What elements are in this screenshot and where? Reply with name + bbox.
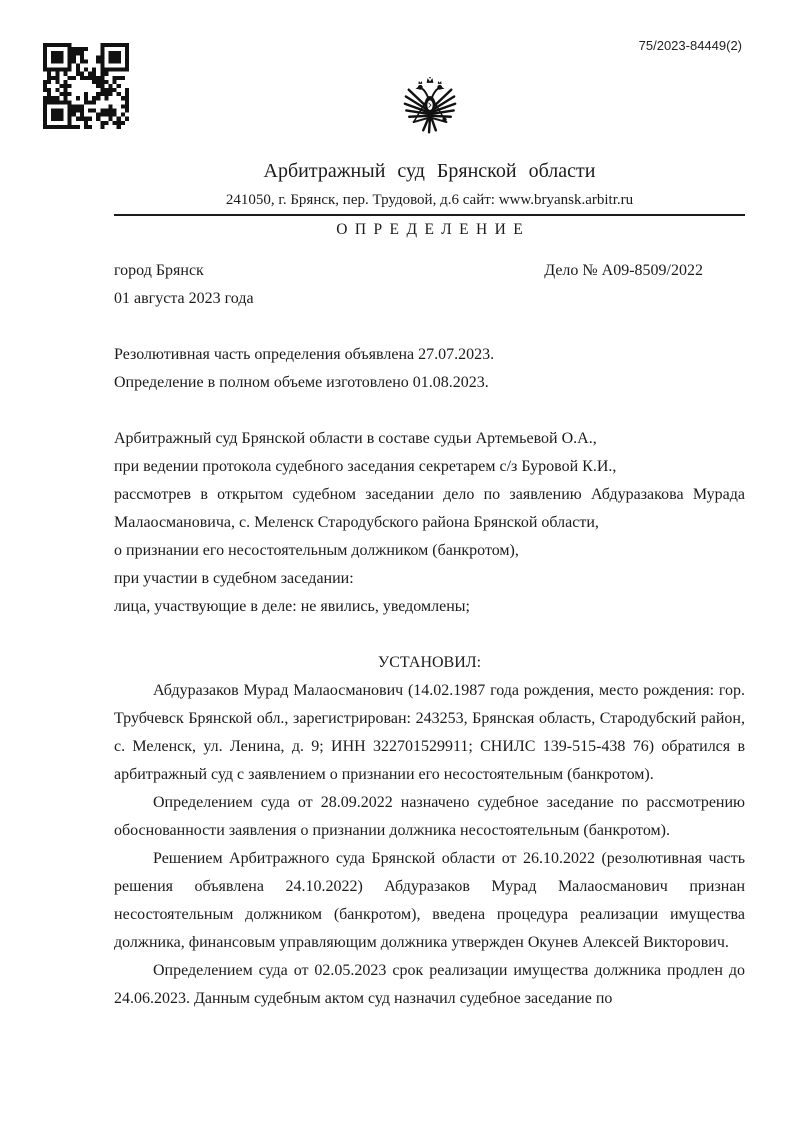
ruling-text <box>114 677 745 1013</box>
body-paragraph: Определением суда от 02.05.2023 срок реализации имущества должника продлен до 24.06.2023. Данным судебным актом суд назначил судебное заседание по <box>114 962 745 1007</box>
document-number: 75/2023-84449(2) <box>638 38 742 53</box>
ustanovil-heading: УСТАНОВИЛ: <box>377 654 482 671</box>
city-label: город Брянск <box>114 262 204 279</box>
preamble <box>114 425 745 621</box>
spacer <box>114 397 745 425</box>
case-meta-row <box>114 257 745 285</box>
preamble-line: рассмотрев в открытом судебном заседании дело по заявлению Абдуразакова Мурада Малаосмановича, с. Меленск Стародубского района Брянской области, <box>114 486 745 531</box>
spacer <box>114 621 745 649</box>
body-paragraph: Решением Арбитражного суда Брянской области от 26.10.2022 (резолютивная часть решения объявлена 24.10.2022) Абдуразаков Мурад Малаосманович признан несостоятельным должником (банкротом), введена процедура реализации имущества должника, финансовым управляющим должника утвержден Окунев Алексей Викторович. <box>114 850 745 951</box>
document-body <box>114 0 745 1013</box>
court-name: Арбитражный суд Брянской области <box>263 160 596 182</box>
document-date: 01 августа 2023 года <box>114 290 254 307</box>
preamble-line: о признании его несостоятельным должником (банкротом), <box>114 542 519 559</box>
resolutive-part-line: Резолютивная часть определения объявлена 27.07.2023. <box>114 346 495 363</box>
spacer <box>114 313 745 341</box>
coat-of-arms-icon <box>114 76 745 144</box>
full-text-line: Определение в полном объеме изготовлено 01.08.2023. <box>114 374 489 391</box>
court-address: 241050, г. Брянск, пер. Трудовой, д.6 сайт: www.bryansk.arbitr.ru <box>225 192 634 208</box>
body-paragraph: Определением суда от 28.09.2022 назначено судебное заседание по рассмотрению обоснованности заявления о признании должника несостоятельным (банкротом). <box>114 794 745 839</box>
header-divider <box>114 214 745 216</box>
preamble-line: при участии в судебном заседании: <box>114 570 354 587</box>
body-paragraph: Абдуразаков Мурад Малаосманович (14.02.1987 года рождения, место рождения: гор. Трубчевск Брянской обл., зарегистрирован: 243253, Брянская область, Стародубский район, с. Меленск, ул. Ленина, д. 9; ИНН 322701529911; СНИЛС 139-515-438 76) обратился в арбитражный суд с заявлением о признании его несостоятельным (банкротом). <box>114 682 745 783</box>
case-number: Дело № А09-8509/2022 <box>544 262 703 279</box>
preamble-line: Арбитражный суд Брянской области в составе судьи Артемьевой О.А., <box>114 430 597 447</box>
preamble-line: лица, участвующие в деле: не явились, уведомлены; <box>114 598 470 615</box>
document-title: ОПРЕДЕЛЕНИЕ <box>336 221 531 238</box>
preamble-line: при ведении протокола судебного заседания секретарем с/з Буровой К.И., <box>114 458 617 475</box>
